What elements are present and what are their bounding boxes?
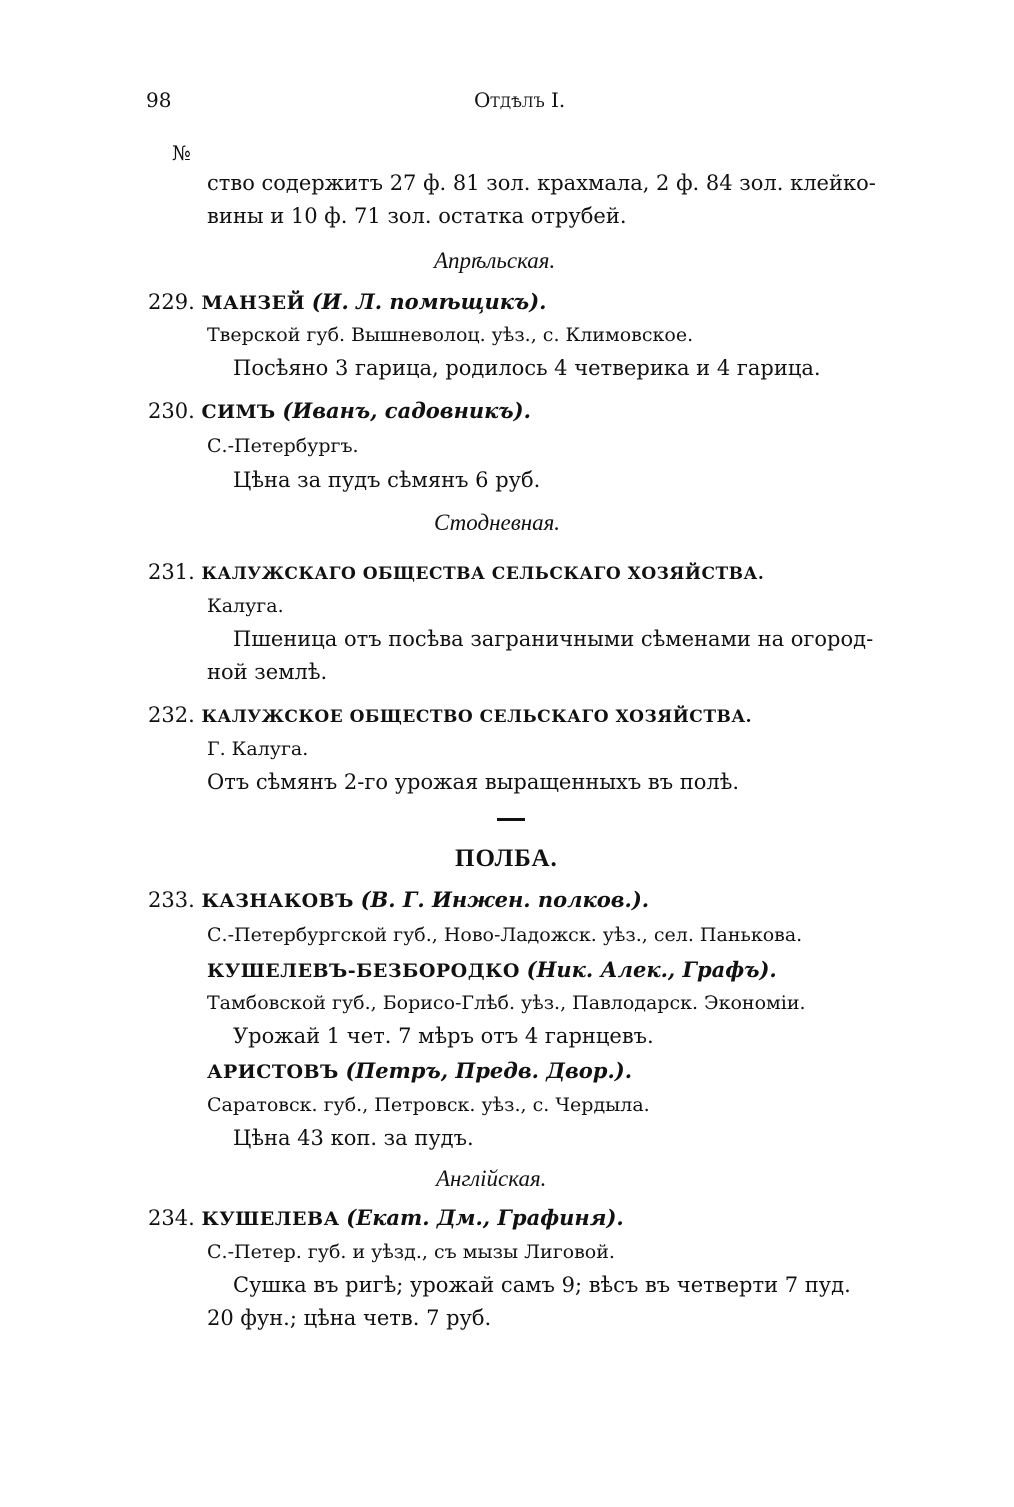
entry-name: КАЛУЖСКОЕ ОБЩЕСТВО СЕЛЬСКАГО ХОЗЯЙСТВА. xyxy=(201,707,753,727)
entry-233 xyxy=(148,885,649,916)
entry-232-location: Г. Калуга. xyxy=(207,738,309,760)
entry-233b-location: Тамбовской губ., Борисо-Глѣб. уѣз., Павлодарск. Экономіи. xyxy=(207,992,806,1014)
section-heading-aprelskaya: Апрѣльская. xyxy=(434,248,556,273)
entry-number: 234. xyxy=(148,1206,195,1230)
margin-number-mark: № xyxy=(172,141,191,165)
entry-name: СИМЪ xyxy=(201,401,276,423)
entry-name: КАЛУЖСКАГО ОБЩЕСТВА СЕЛЬСКАГО ХОЗЯЙСТВА. xyxy=(201,564,765,584)
entry-231-location: Калуга. xyxy=(207,595,284,617)
entry-233c-location: Саратовск. губ., Петровск. уѣз., с. Чердыла. xyxy=(207,1094,650,1116)
entry-role: (И. Л. помѣщикъ). xyxy=(311,289,547,314)
entry-number: 233. xyxy=(148,888,195,912)
entry-231 xyxy=(148,557,764,589)
entry-233-location: С.-Петербургской губ., Ново-Ладожск. уѣз., сел. Панькова. xyxy=(207,924,803,946)
entry-role: (Екат. Дм., Графиня). xyxy=(346,1205,624,1230)
entry-name: КУШЕЛЕВЪ-БЕЗБОРОДКО xyxy=(207,960,520,982)
entry-role: (Иванъ, садовникъ). xyxy=(282,398,531,423)
entry-232 xyxy=(148,700,752,732)
entry-229-note: Посѣяно 3 гарица, родилось 4 четверика и 4 гарица. xyxy=(233,356,821,380)
entry-234-note-1: Сушка въ ригѣ; урожай самъ 9; вѣсъ въ четверти 7 пуд. xyxy=(233,1273,851,1297)
entry-name: КАЗНАКОВЪ xyxy=(201,890,354,912)
entry-233b-note: Урожай 1 чет. 7 мѣръ отъ 4 гарнцевъ. xyxy=(233,1024,654,1048)
entry-role: (В. Г. Инжен. полков.). xyxy=(360,887,650,912)
entry-232-note: Отъ сѣмянъ 2-го урожая выращенныхъ въ полѣ. xyxy=(207,770,740,794)
entry-230 xyxy=(148,396,531,427)
entry-231-note-1: Пшеница отъ посѣва заграничными сѣменами на огород- xyxy=(233,627,874,651)
entry-number: 231. xyxy=(148,560,195,584)
entry-role: (Ник. Алек., Графъ). xyxy=(526,957,777,982)
entry-233c xyxy=(207,1056,632,1087)
entry-234-location: С.-Петер. губ. и уѣзд., съ мызы Лиговой. xyxy=(207,1241,615,1263)
entry-230-note: Цѣна за пудъ сѣмянъ 6 руб. xyxy=(233,468,541,492)
section-divider xyxy=(497,818,525,821)
entry-name: МАНЗЕЙ xyxy=(201,292,306,314)
entry-231-note-2: ной землѣ. xyxy=(207,660,328,684)
entry-230-location: С.-Петербургъ. xyxy=(207,435,359,457)
entry-234 xyxy=(148,1203,624,1234)
entry-number: 230. xyxy=(148,399,195,423)
entry-233b xyxy=(207,955,777,986)
entry-234-note-2: 20 фун.; цѣна четв. 7 руб. xyxy=(207,1306,492,1330)
entry-role: (Петръ, Предв. Двор.). xyxy=(345,1058,632,1083)
entry-number: 229. xyxy=(148,290,195,314)
section-heading-angliyskaya: Англійская. xyxy=(436,1166,547,1191)
entry-name: АРИСТОВЪ xyxy=(207,1061,339,1083)
entry-229-location: Тверской губ. Вышневолоц. уѣз., с. Климовское. xyxy=(207,324,694,346)
running-header: Отдѣлъ I. xyxy=(474,88,566,112)
section-heading-stodnevnaya: Стодневная. xyxy=(434,510,561,535)
section-heading-polba: ПОЛБА. xyxy=(455,845,558,872)
intro-line-2: вины и 10 ф. 71 зол. остатка отрубей. xyxy=(207,204,627,228)
intro-line-1: ство содержитъ 27 ф. 81 зол. крахмала, 2 ф. 84 зол. клейко- xyxy=(207,171,876,195)
entry-number: 232. xyxy=(148,703,195,727)
entry-229 xyxy=(148,287,546,318)
entry-233c-note: Цѣна 43 коп. за пудъ. xyxy=(233,1126,474,1150)
page-number: 98 xyxy=(146,88,172,112)
entry-name: КУШЕЛЕВА xyxy=(201,1208,340,1230)
